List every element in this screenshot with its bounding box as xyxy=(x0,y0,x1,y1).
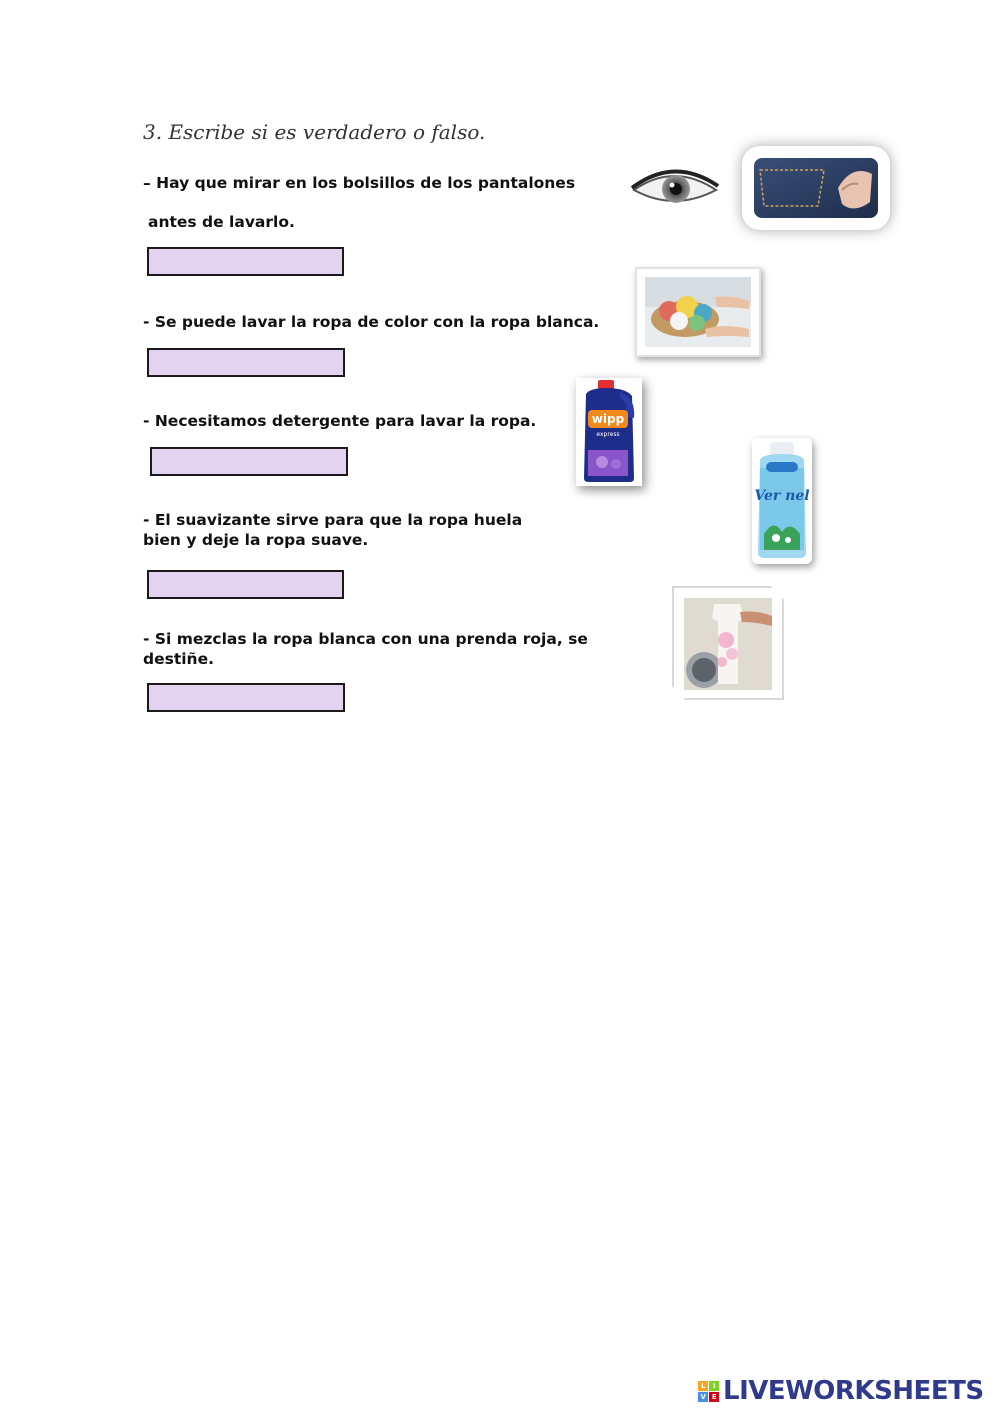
detergent-image xyxy=(576,378,642,486)
statement-4-line2: bien y deje la ropa suave. xyxy=(143,531,369,549)
statement-4 xyxy=(143,510,522,550)
statement-3 xyxy=(143,411,536,431)
statement-1-line1: – Hay que mirar en los bolsillos de los pantalones xyxy=(143,174,576,192)
answer-input-3[interactable] xyxy=(150,447,348,476)
eye-image xyxy=(628,160,720,216)
answer-input-5[interactable] xyxy=(147,683,345,712)
statement-1-line2: antes de lavarlo. xyxy=(148,213,295,231)
liveworksheets-logo xyxy=(698,1376,984,1406)
answer-input-1[interactable] xyxy=(147,247,344,276)
softener-image xyxy=(752,438,812,564)
statement-5-line1: - Si mezclas la ropa blanca con una prenda roja, se xyxy=(143,630,588,648)
liveworksheets-grid-icon: L I V E xyxy=(698,1381,719,1402)
pocket-image xyxy=(742,146,890,230)
detergent-brand-label: wipp xyxy=(591,412,625,426)
detergent-subbrand-label: express xyxy=(596,431,620,438)
answer-input-2[interactable] xyxy=(147,348,345,377)
answer-input-4[interactable] xyxy=(147,570,344,599)
footer-brand: LIVEWORKSHEETS xyxy=(723,1376,984,1406)
statement-5-line2: destiñe. xyxy=(143,650,214,668)
statement-5 xyxy=(143,629,588,669)
exercise-title: 3. Escribe si es verdadero o falso. xyxy=(143,120,486,144)
statement-4-line1: - El suavizante sirve para que la ropa huela xyxy=(143,511,523,529)
statement-2 xyxy=(143,312,599,332)
statement-2-line1: - Se puede lavar la ropa de color con la ropa blanca. xyxy=(143,313,600,331)
laundry-basket-image xyxy=(635,267,761,357)
stained-shirt-image xyxy=(672,586,784,700)
statement-3-line1: - Necesitamos detergente para lavar la ropa. xyxy=(143,412,537,430)
statement-1 xyxy=(143,173,575,232)
softener-brand-label: Ver nel xyxy=(754,488,810,504)
